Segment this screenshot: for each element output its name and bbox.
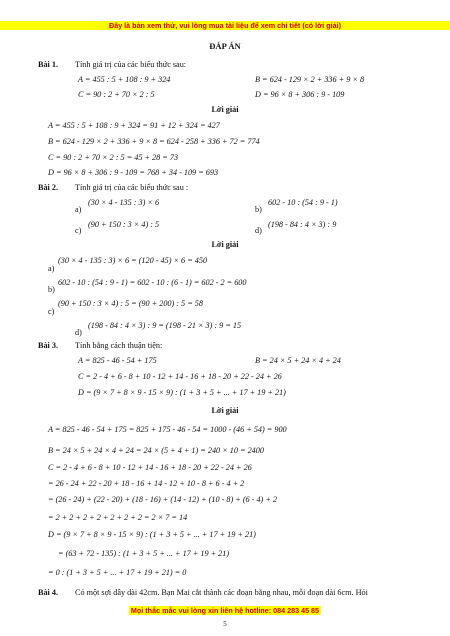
- bai2-sol-b-label: b): [48, 285, 55, 294]
- bai2-solution-d: (198 - 84 : 4 × 3) : 9 = (198 - 21 × 3) : 9 = 15: [88, 321, 242, 330]
- bai2-c-label: c): [75, 226, 82, 235]
- bai3-solution-c-step2: = (26 - 24) + (22 - 20) + (18 - 16) + (14 - 12) + (10 - 8) + (6 - 4) + 2: [48, 495, 277, 504]
- bai3-solution-heading: Lời giải: [211, 406, 239, 415]
- bai1-label: Bài 1.: [38, 60, 59, 69]
- bai3-solution-c-step1: = 26 - 24 + 22 - 20 + 18 - 16 + 14 - 12 + 10 - 8 + 6 - 4 + 2: [48, 479, 245, 488]
- bai1-expr-b: B = 624 - 129 × 2 + 336 + 9 × 8: [255, 75, 365, 84]
- bai3-solution-c: C = 2 - 4 + 6 - 8 + 10 - 12 + 14 - 16 + 18 - 20 + 22 - 24 + 26: [48, 463, 252, 472]
- bai1-solution-c: C = 90 : 2 + 70 × 2 : 5 = 45 + 28 = 73: [48, 153, 179, 162]
- bai3-label: Bài 3.: [38, 341, 59, 350]
- bai2-expr-a: (30 × 4 - 135 : 3) × 6: [88, 198, 160, 207]
- bai1-solution-a: A = 455 : 5 + 108 : 9 + 324 = 91 + 12 + 324 = 427: [48, 121, 220, 130]
- bai2-sol-d-label: d): [75, 328, 82, 337]
- bai3-solution-d-step2: = 0 : (1 + 3 + 5 + ... + 17 + 19 + 21) = 0: [48, 568, 187, 577]
- bai2-label: Bài 2.: [38, 183, 59, 192]
- bai2-solution-c: (90 + 150 : 3 × 4) : 5 = (90 + 200) : 5 = 58: [58, 299, 203, 308]
- bai3-solution-a: A = 825 - 46 - 54 + 175 = 825 + 175 - 46 - 54 = 1000 - (46 + 54) = 900: [48, 425, 287, 434]
- bai3-solution-d: D = (9 × 7 + 8 × 9 - 15 × 9) : (1 + 3 + 5 + ... + 17 + 19 + 21): [48, 530, 256, 539]
- bai3-solution-d-step1: = (63 + 72 - 135) : (1 + 3 + 5 + ... + 17 + 19 + 21): [58, 549, 230, 558]
- bai1-prompt: Tính giá trị của các biểu thức sau:: [75, 60, 187, 69]
- bai3-expr-c: C = 2 - 4 + 6 - 8 + 10 - 12 + 14 - 16 + 18 - 20 + 22 - 24 + 26: [78, 372, 282, 381]
- bai3-solution-c-step3: = 2 + 2 + 2 + 2 + 2 + 2 + 2 = 2 × 7 = 14: [48, 513, 188, 522]
- bai3-expr-d: D = (9 × 7 + 8 × 9 - 15 × 9) : (1 + 3 + 5 + ... + 17 + 19 + 21): [78, 388, 286, 397]
- bai4-label: Bài 4.: [38, 588, 59, 597]
- bai2-solution-heading: Lời giải: [211, 240, 239, 249]
- bai2-solution-b: 602 - 10 : (54 : 9 - 1) = 602 - 10 : (6 - 1) = 602 - 2 = 600: [58, 278, 247, 287]
- bai3-solution-b: B = 24 × 5 + 24 × 4 + 24 = 24 × (5 + 4 + 1) = 240 × 10 = 2400: [48, 446, 264, 455]
- preview-banner: Đây là bản xem thử, vui lòng mua tài liệu để xem chi tiết (có lời giải): [0, 21, 450, 30]
- bai3-expr-b: B = 24 × 5 + 24 × 4 + 24: [255, 356, 341, 365]
- page-title: ĐÁP ÁN: [209, 41, 241, 51]
- bai1-solution-heading: Lời giải: [211, 105, 239, 114]
- bai2-expr-b: 602 - 10 : (54 : 9 - 1): [268, 198, 338, 207]
- bai3-prompt: Tính bằng cách thuận tiện:: [75, 341, 163, 350]
- bai1-solution-b: B = 624 - 129 × 2 + 336 + 9 × 8 = 624 - 258 + 336 + 72 = 774: [48, 137, 260, 146]
- bai3-expr-a: A = 825 - 46 - 54 + 175: [78, 356, 157, 365]
- bai2-expr-d: (198 - 84 : 4 × 3) : 9: [268, 220, 337, 229]
- hotline-footer: Mọi thắc mắc vui lòng xin liên hệ hotline: 084 283 45 85: [130, 606, 320, 615]
- bai2-a-label: a): [75, 205, 82, 214]
- bai2-solution-a: (30 × 4 - 135 : 3) × 6 = (120 - 45) × 6 = 450: [58, 256, 208, 265]
- bai1-solution-d: D = 96 × 8 + 306 : 9 - 109 = 768 + 34 - 109 = 693: [48, 168, 219, 177]
- bai2-sol-a-label: a): [48, 264, 55, 273]
- bai1-expr-c: C = 90 : 2 + 70 × 2 : 5: [78, 90, 155, 99]
- bai2-prompt: Tính giá trị của các biểu thức sau :: [75, 183, 189, 192]
- page-number: 5: [223, 620, 227, 628]
- bai1-expr-d: D = 96 × 8 + 306 : 9 - 109: [255, 90, 345, 99]
- bai2-b-label: b): [255, 205, 262, 214]
- bai2-expr-c: (90 + 150 : 3 × 4) : 5: [88, 220, 160, 229]
- bai2-d-label: d): [255, 226, 262, 235]
- bai2-sol-c-label: c): [48, 307, 55, 316]
- bai4-prompt: Có một sợi dây dài 42cm. Bạn Mai cắt thành các đoạn bằng nhau, mỗi đoạn dài 6cm. Hỏi: [75, 588, 368, 597]
- bai1-expr-a: A = 455 : 5 + 108 : 9 + 324: [78, 75, 171, 84]
